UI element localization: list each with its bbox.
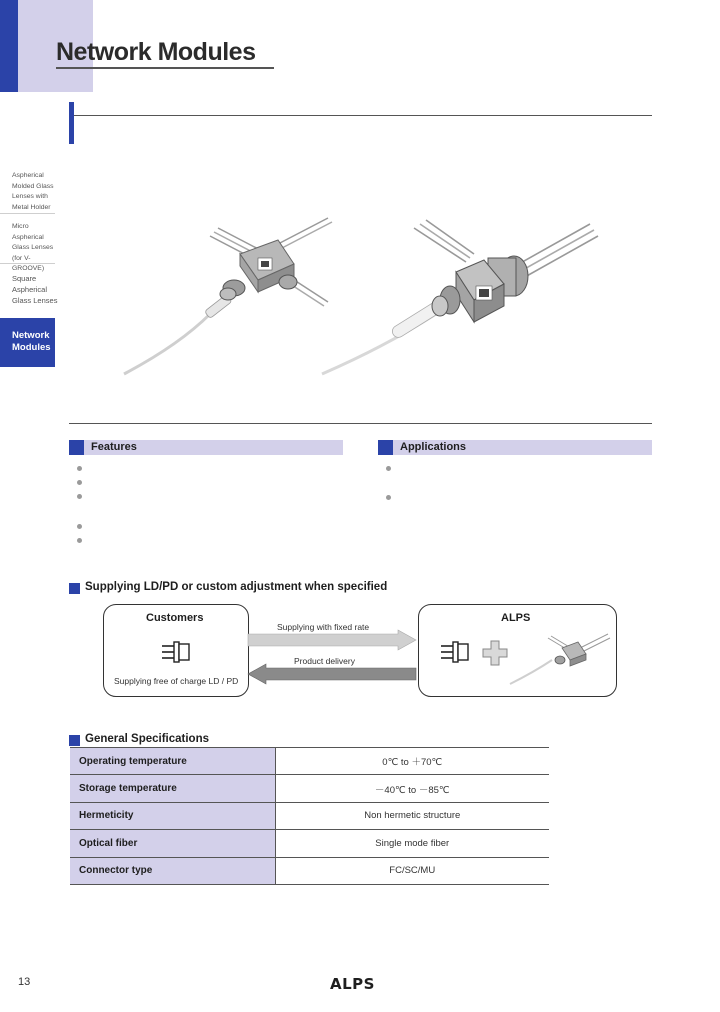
features-title: Features [91, 441, 137, 453]
spec-value: FC/SC/MU [275, 857, 549, 884]
spec-label: Operating temperature [70, 748, 275, 775]
feature-bullet [77, 524, 82, 529]
applications-marker [378, 440, 393, 455]
feature-bullet [77, 538, 82, 543]
alps-label: ALPS [501, 612, 531, 624]
spec-label: Connector type [70, 857, 275, 884]
arrow-top-label: Supplying with fixed rate [277, 622, 370, 632]
title-underline [56, 67, 274, 69]
ld-package-icon [441, 640, 471, 664]
specs-title: General Specifications [85, 733, 209, 745]
table-row [70, 775, 549, 802]
arrow-bottom-label: Product delivery [294, 656, 355, 666]
page-title: Network Modules [56, 38, 256, 66]
spec-value: －40℃ to －85℃ [275, 775, 549, 802]
applications-title: Applications [400, 441, 467, 453]
application-bullet [386, 466, 391, 471]
module-thumbnail [508, 628, 612, 686]
table-row [70, 830, 549, 857]
applications-header [378, 440, 652, 455]
section-marker [69, 102, 74, 144]
sidebar-item-metal-holder-lenses[interactable]: Aspherical Molded Glass Lenses with Metal Holder [12, 172, 54, 211]
feature-bullet [77, 466, 82, 471]
specs-marker [69, 735, 80, 746]
brand-logo: ALPS [330, 975, 375, 993]
features-marker [69, 440, 84, 455]
spec-value: Single mode fiber [275, 830, 549, 857]
product-image-module-small [118, 196, 332, 380]
table-row [70, 857, 549, 884]
sidebar-divider [0, 263, 55, 264]
page-number: 13 [18, 976, 31, 988]
feature-bullet [77, 480, 82, 485]
spec-value: 0℃ to ＋70℃ [275, 748, 549, 775]
customers-label: Customers [146, 612, 204, 624]
sidebar-item-square-lenses[interactable]: Square Aspherical Glass Lenses [12, 274, 58, 305]
product-image-module-large [318, 214, 598, 378]
supply-marker [69, 583, 80, 594]
table-row [70, 802, 549, 829]
spec-value: Non hermetic structure [275, 802, 549, 829]
feature-bullet [77, 494, 82, 499]
spec-label: Optical fiber [70, 830, 275, 857]
application-bullet [386, 495, 391, 500]
ld-package-icon [162, 640, 192, 664]
delivery-arrow-left [248, 664, 418, 684]
sidebar-item-micro-lenses[interactable]: Micro Aspherical Glass Lenses (for V-GROOVE) [12, 223, 54, 272]
plus-icon [482, 640, 508, 666]
section-divider [69, 423, 652, 424]
spec-label: Storage temperature [70, 775, 275, 802]
customer-note: Supplying free of charge LD / PD [114, 676, 239, 686]
spec-label: Hermeticity [70, 802, 275, 829]
sidebar-divider [0, 213, 55, 214]
features-header [69, 440, 343, 455]
spec-table [70, 747, 549, 885]
supply-arrow-right [248, 630, 418, 650]
header-accent-bar [0, 0, 18, 92]
table-row [70, 748, 549, 775]
supply-title: Supplying LD/PD or custom adjustment when specified [85, 581, 388, 593]
sidebar-item-network-modules[interactable]: Network Modules [0, 318, 55, 367]
section-rule [74, 115, 652, 116]
